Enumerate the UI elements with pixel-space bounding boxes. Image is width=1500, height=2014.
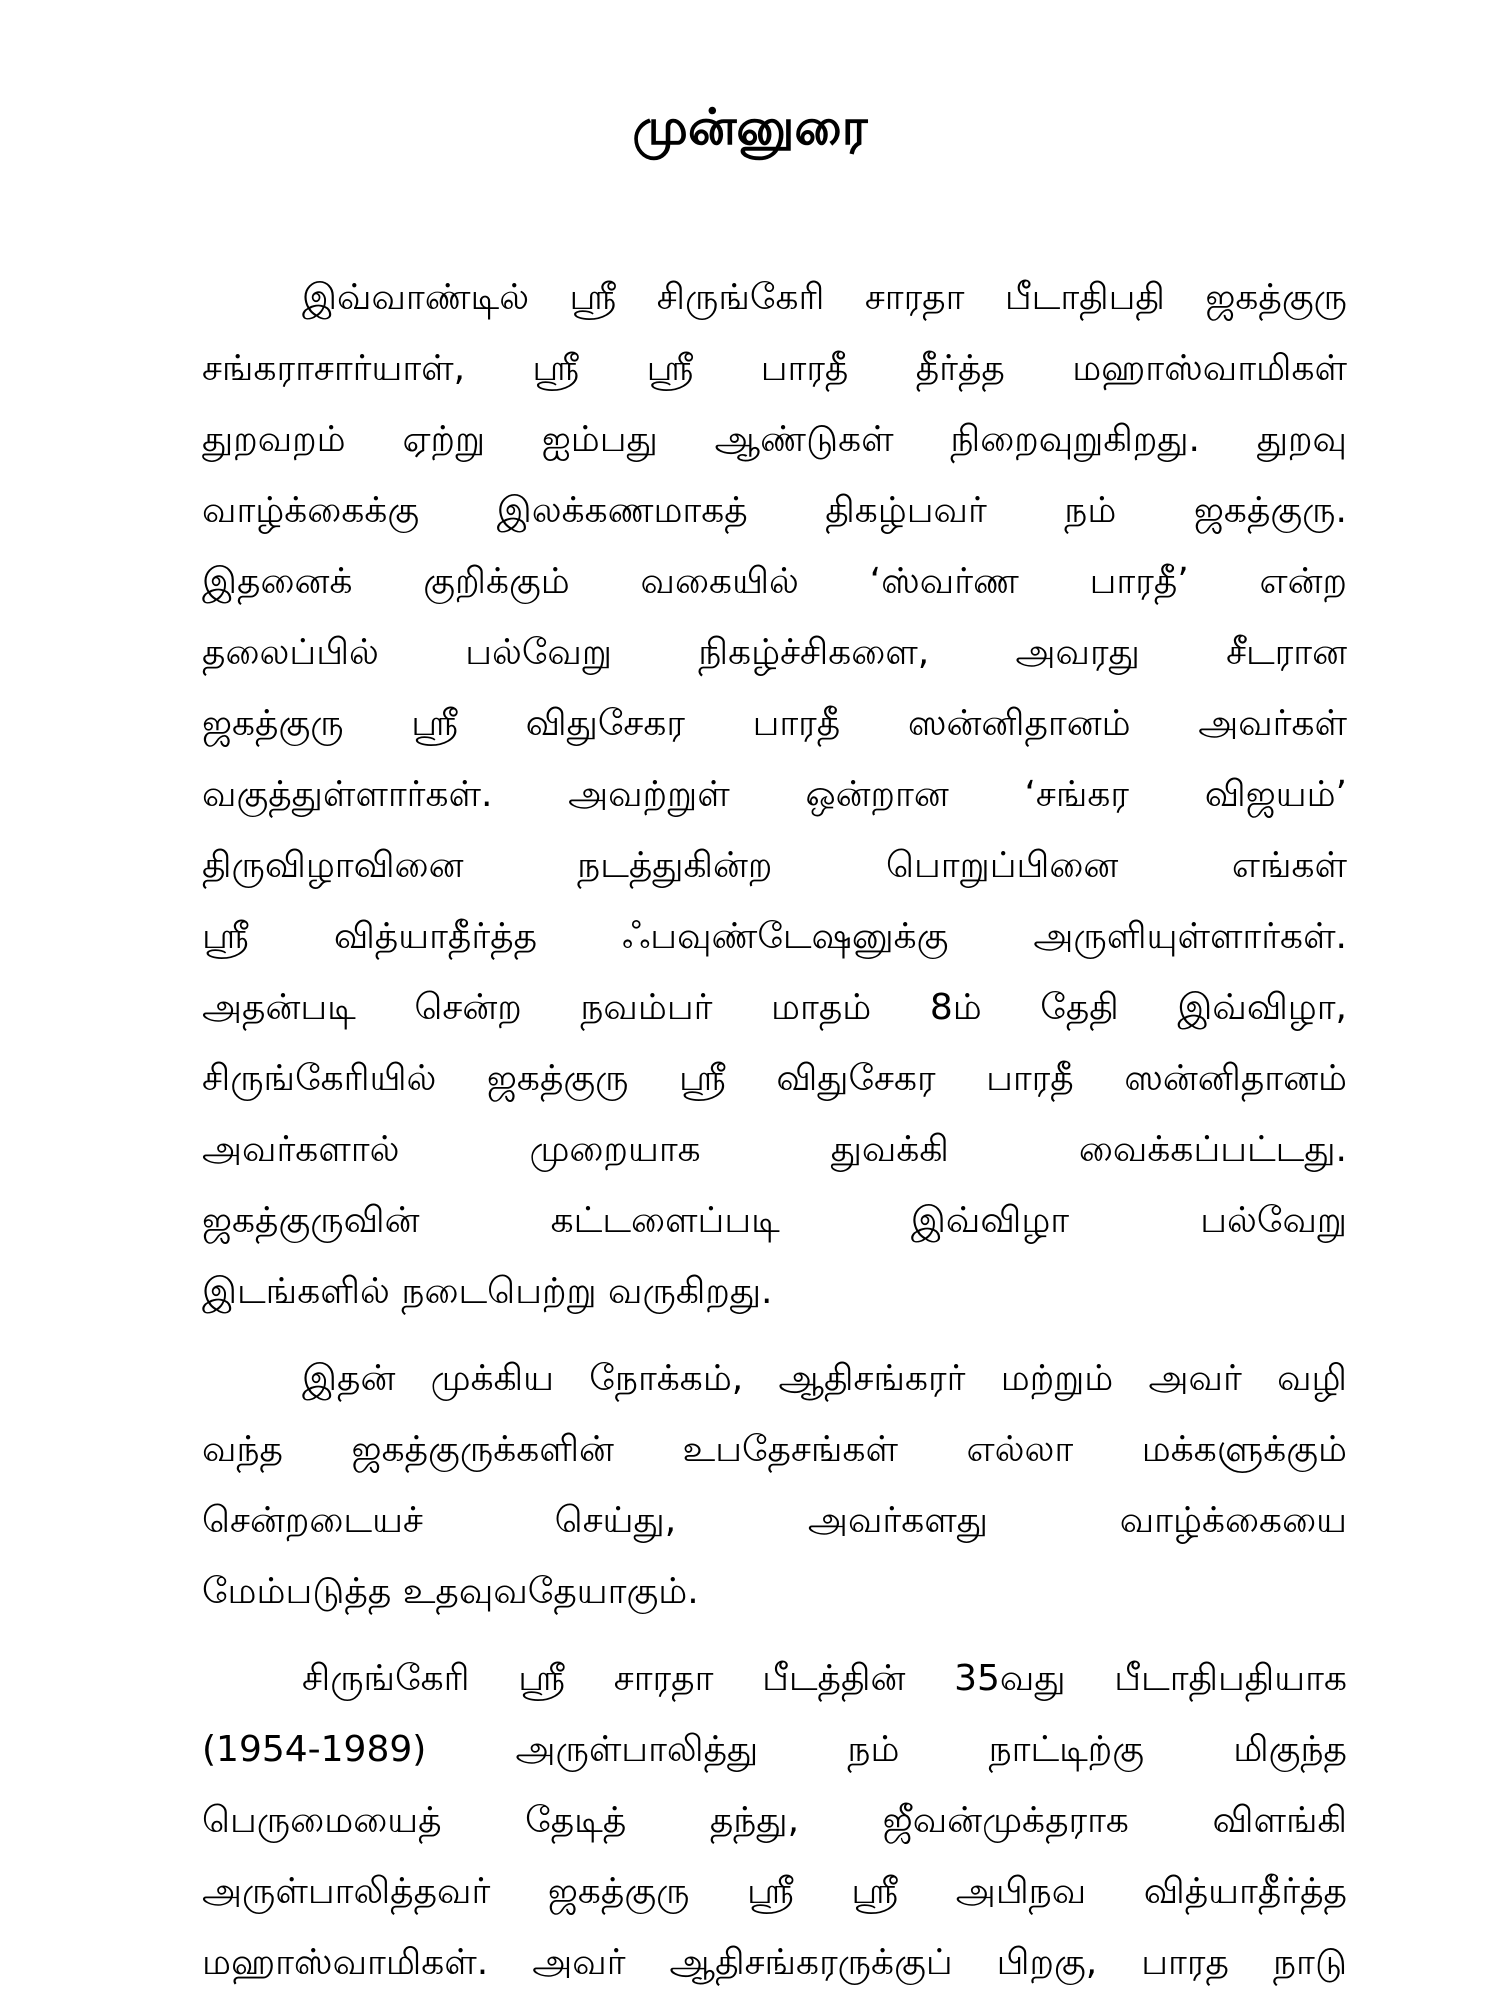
paragraph-2	[202, 1343, 1347, 1627]
text-line: துறவறம் ஏற்று ஐம்பது ஆண்டுகள் நிறைவுறுகிறது. துறவு	[202, 419, 1347, 460]
text-line: ஸ்ரீ வித்யாதீர்த்த ஃபவுண்டேஷனுக்கு அருளியுள்ளார்கள்.	[202, 916, 1347, 957]
text-line: ஜகத்குருவின் கட்டளைப்படி இவ்விழா பல்வேறு	[202, 1200, 1347, 1241]
paragraph-1	[202, 262, 1347, 1327]
text-line: இடங்களில் நடைபெற்று வருகிறது.	[202, 1271, 773, 1312]
text-line: மேம்படுத்த உதவுவதேயாகும்.	[202, 1571, 699, 1612]
text-line: வந்த ஜகத்குருக்களின் உபதேசங்கள் எல்லா மக்களுக்கும்	[202, 1429, 1347, 1470]
page-title: முன்னுரை	[632, 98, 868, 156]
text-line: ஜகத்குரு ஸ்ரீ விதுசேகர பாரதீ ஸன்னிதானம் அவர்கள்	[202, 703, 1347, 744]
text-line: வகுத்துள்ளார்கள். அவற்றுள் ஒன்றான ‘சங்கர விஜயம்’	[202, 774, 1347, 815]
text-line: பெருமையைத் தேடித் தந்து, ஜீவன்முக்தராக விளங்கி	[202, 1800, 1347, 1841]
text-line: சங்கராசார்யாள், ஸ்ரீ ஸ்ரீ பாரதீ தீர்த்த மஹாஸ்வாமிகள்	[202, 348, 1347, 389]
text-line: இதன் முக்கிய நோக்கம், ஆதிசங்கரர் மற்றும் அவர் வழி	[302, 1358, 1347, 1399]
text-line: அதன்படி சென்ற நவம்பர் மாதம் 8ம் தேதி இவ்விழா,	[202, 987, 1347, 1028]
text-line: மஹாஸ்வாமிகள். அவர் ஆதிசங்கரருக்குப் பிறகு, பாரத நாடு	[202, 1942, 1347, 1983]
text-line: வாழ்க்கைக்கு இலக்கணமாகத் திகழ்பவர் நம் ஜகத்குரு.	[202, 490, 1347, 531]
text-line: சிருங்கேரி ஸ்ரீ சாரதா பீடத்தின் 35வது பீடாதிபதியாக	[302, 1658, 1347, 1699]
body-text	[202, 262, 1347, 2014]
paragraph-3	[202, 1643, 1347, 1998]
text-line: இவ்வாண்டில் ஸ்ரீ சிருங்கேரி சாரதா பீடாதிபதி ஜகத்குரு	[302, 277, 1347, 318]
text-line: சென்றடையச் செய்து, அவர்களது வாழ்க்கையை	[202, 1500, 1347, 1541]
text-line: தலைப்பில் பல்வேறு நிகழ்ச்சிகளை, அவரது சீடரான	[202, 632, 1347, 673]
text-line: அருள்பாலித்தவர் ஜகத்குரு ஸ்ரீ ஸ்ரீ அபிநவ வித்யாதீர்த்த	[202, 1871, 1347, 1912]
text-line: (1954-1989) அருள்பாலித்து நம் நாட்டிற்கு மிகுந்த	[202, 1729, 1347, 1770]
text-line: அவர்களால் முறையாக துவக்கி வைக்கப்பட்டது.	[202, 1129, 1347, 1170]
text-line: இதனைக் குறிக்கும் வகையில் ‘ஸ்வர்ண பாரதீ’ என்ற	[202, 561, 1347, 602]
text-line: சிருங்கேரியில் ஜகத்குரு ஸ்ரீ விதுசேகர பாரதீ ஸன்னிதானம்	[202, 1058, 1347, 1099]
text-line: திருவிழாவினை நடத்துகின்ற பொறுப்பினை எங்கள்	[202, 845, 1347, 886]
